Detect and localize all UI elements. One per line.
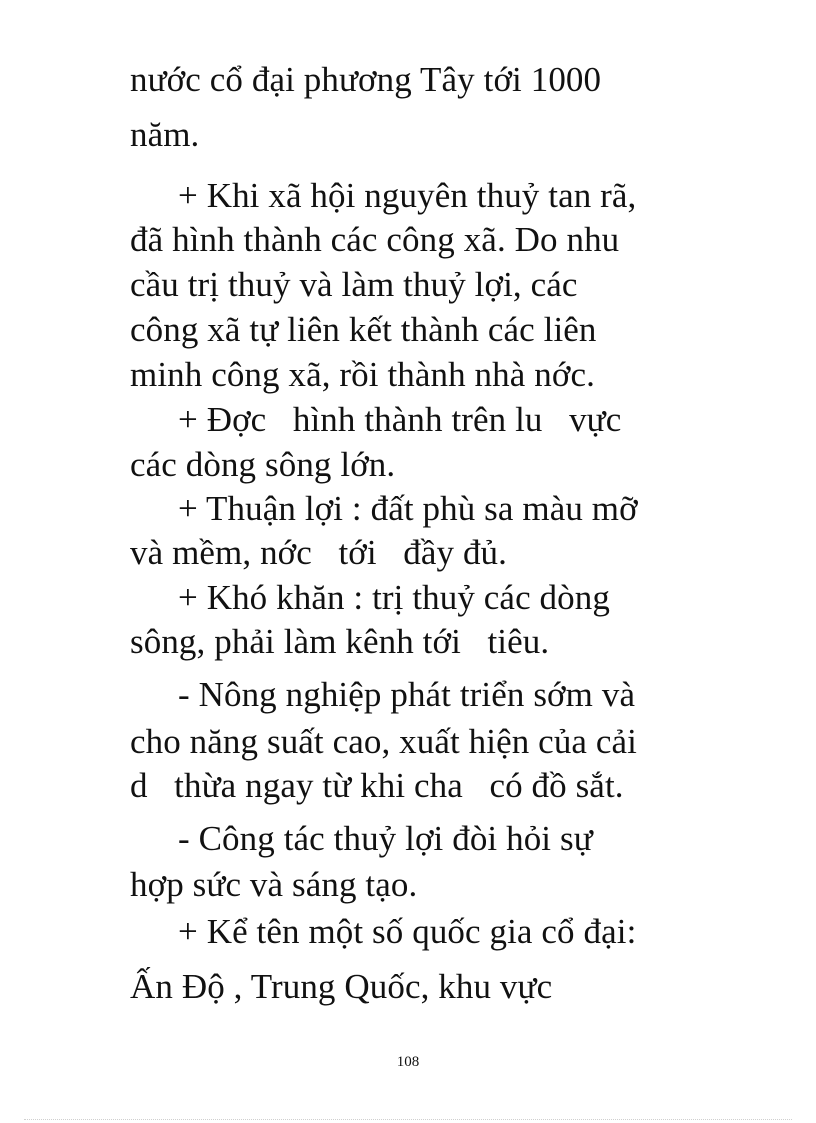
text-line-12: + Khó khăn : trị thuỷ các dòng — [178, 578, 610, 617]
text-line-13: sông, phải làm kênh tới tiêu. — [130, 622, 550, 661]
text-line-10: + Thuận lợi : đất phù sa màu mỡ — [178, 489, 638, 528]
text-line-17: - Công tác thuỷ lợi đòi hỏi sự — [178, 819, 593, 858]
text-line-20: Ấn Độ , Trung Quốc, khu vực — [130, 967, 553, 1006]
text-line-3: + Khi xã hội nguyên thuỷ tan rã, — [178, 176, 637, 215]
text-line-14: - Nông nghiệp phát triển sớm và — [178, 675, 636, 714]
text-line-19: + Kể tên một số quốc gia cổ đại: — [178, 912, 637, 951]
text-line-6: công xã tự liên kết thành các liên — [130, 310, 597, 349]
text-line-1: nước cổ đại phương Tây tới 1000 — [130, 60, 602, 99]
text-line-18: hợp sức và sáng tạo. — [130, 865, 418, 904]
text-line-5: cầu trị thuỷ và làm thuỷ lợi, các — [130, 265, 578, 304]
text-line-4: đã hình thành các công xã. Do nhu — [130, 220, 620, 259]
text-line-15: cho năng suất cao, xuất hiện của cải — [130, 722, 637, 761]
text-line-8: + Đợc hình thành trên lu vực — [178, 400, 622, 439]
bottom-divider — [24, 1119, 792, 1120]
page-number: 108 — [396, 1054, 420, 1070]
text-line-7: minh công xã, rồi thành nhà nớc. — [130, 355, 595, 394]
text-line-11: và mềm, nớc tới đầy đủ. — [130, 533, 508, 572]
text-line-16: d thừa ngay từ khi cha có đồ sắt. — [130, 766, 624, 805]
text-line-2: năm. — [130, 115, 200, 154]
text-line-9: các dòng sông lớn. — [130, 445, 396, 484]
